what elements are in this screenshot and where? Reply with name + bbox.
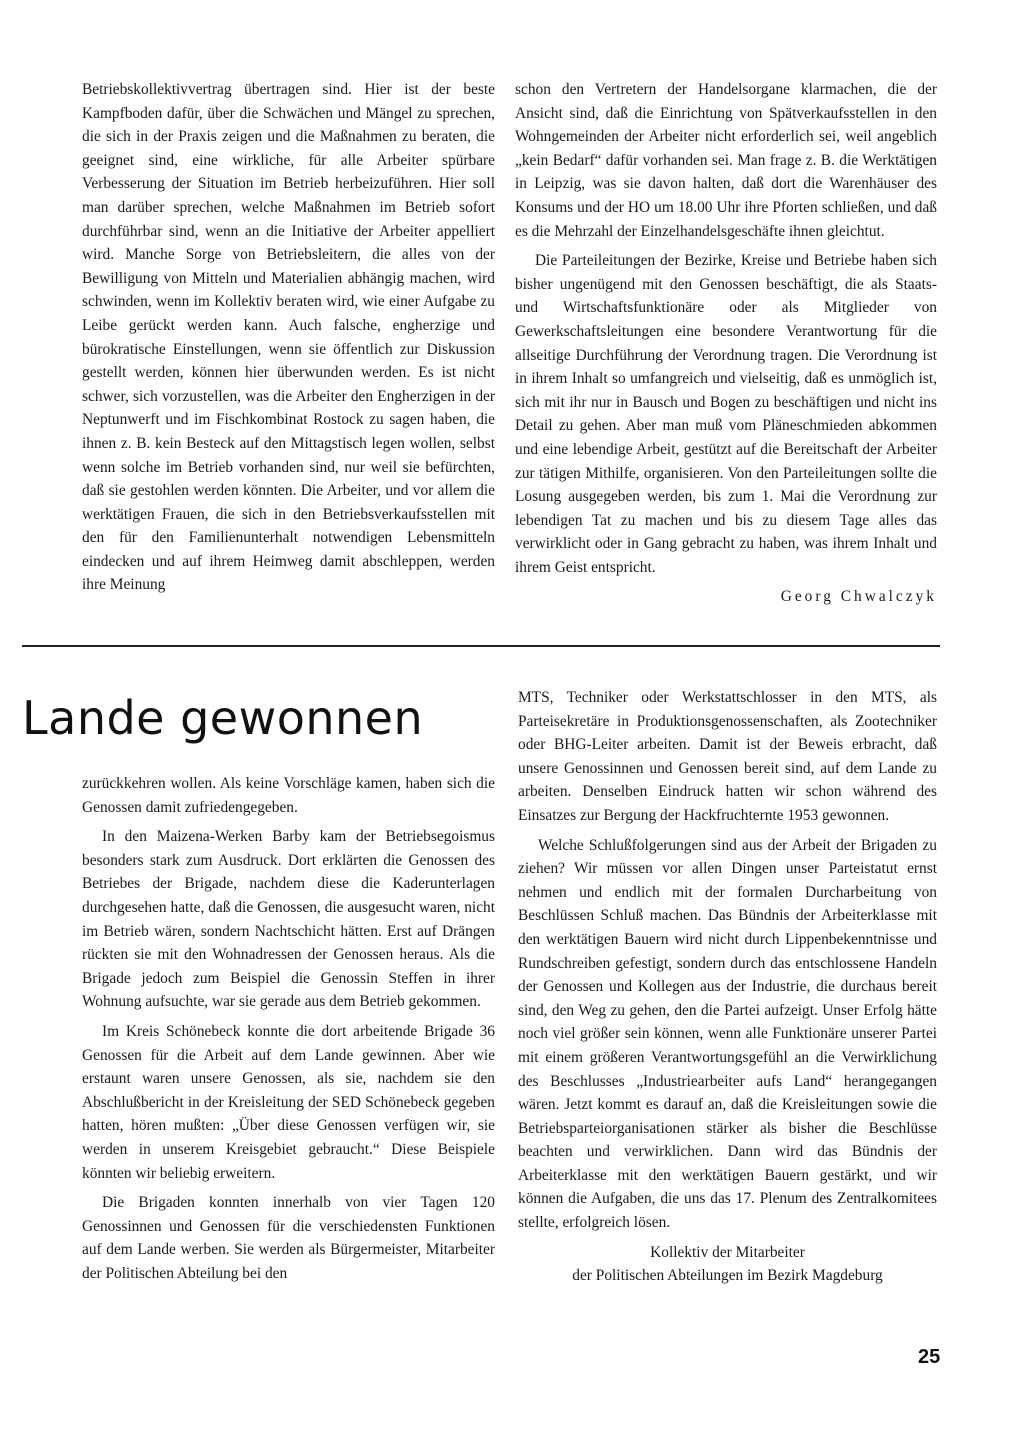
paragraph: MTS, Techniker oder Werkstattschlosser in den MTS, als Parteisekretäre in Produktionsgenossenschaften, als Zootechniker oder BHG-Leiter arbeiten. Damit ist der Beweis erbracht, daß unsere Genossinnen und Genossen bereit sind, auf dem Lande zu arbeiten. Denselben Eindruck hatten wir schon während des Einsatzes zur Bergung der Hackfruchternte 1953 gewonnen. xyxy=(518,689,937,824)
author-signature: Georg Chwalczyk xyxy=(780,588,937,606)
paragraph: Die Brigaden konnten innerhalb von vier Tagen 120 Genossinnen und Genossen für die verschiedensten Funktionen auf dem Lande werben. Sie werden als Bürgermeister, Mitarbeiter der Politischen Abteilung bei den xyxy=(82,1194,495,1282)
collective-signature-line-2: der Politischen Abteilungen im Bezirk Magdeburg xyxy=(572,1267,883,1285)
article-column-bottom-right xyxy=(518,686,937,1288)
paragraph: Im Kreis Schönebeck konnte die dort arbeitende Brigade 36 Genossen für die Arbeit auf dem Lande gewinnen. Aber wie erstaunt waren unsere Genossen, als sie, nachdem sie den Abschlußbericht in der Kreisleitung der SED Schönebeck gegeben hatten, hören mußten: „Über diese Genossen verfügen wir, sie werden in unserem Kreisgebiet gebraucht.“ Diese Beispiele könnten wir beliebig erweitern. xyxy=(82,1022,495,1182)
article-column-top-left xyxy=(82,78,495,597)
paragraph: Die Parteileitungen der Bezirke, Kreise und Betriebe haben sich bisher ungenügend mit den Genossen beschäftigt, die als Staats- und Wirtschaftsfunktionäre oder als Mitglieder von Gewerkschaftsleitungen eine besondere Verantwortung für die allseitige Durchführung der Verordnung tragen. Die Verordnung ist in ihrem Inhalt so umfangreich und vielseitig, daß es unmöglich ist, sich mit ihr nur in Bausch und Bogen zu beschäftigen und nicht ins Detail zu gehen. Aber man muß vom Pläneschmieden abkommen und eine lebendige Arbeit, gestützt auf die Bereitschaft der Arbeiter zur tätigen Mithilfe, organisieren. Von den Parteileitungen sollte die Losung ausgegeben werden, bis zum 1. Mai die Verordnung zur lebendigen Tat zu machen und bis zu diesem Tage alles das verwirklicht oder in Gang gebracht zu haben, was ihrem Inhalt und ihrem Geist entspricht. xyxy=(515,252,937,576)
article-column-bottom-left xyxy=(82,772,495,1285)
page-number: 25 xyxy=(918,1346,941,1368)
paragraph: In den Maizena-Werken Barby kam der Betriebsegoismus besonders stark zum Ausdruck. Dort erklärten die Genossen des Betriebes der Brigade, nachdem diese die Kaderunterlagen durchgesehen hatte, daß die Genossen, die ausgesucht waren, nicht im Betrieb wären, sondern Nachtschicht hätten. Erst auf Drängen rückten sie mit den Wohnadressen der Genossen heraus. Als die Brigade jedoch zum Beispiel die Genossin Steffen in ihrer Wohnung aufsuchte, war sie gerade aus dem Betrieb gekommen. xyxy=(82,828,495,1011)
article-column-top-right xyxy=(515,78,937,609)
article-headline: Lande gewonnen xyxy=(22,691,424,745)
section-divider xyxy=(22,645,940,647)
collective-signature-line-1: Kollektiv der Mitarbeiter xyxy=(650,1243,805,1261)
paragraph: schon den Vertretern der Handelsorgane klarmachen, die der Ansicht sind, daß die Einrichtung von Spätverkaufsstellen in den Wohngemeinden der Arbeiter nicht erforderlich sei, weil angeblich „kein Bedarf“ dafür vorhanden sei. Man frage z. B. die Werktätigen in Leipzig, was sie davon halten, daß dort die Warenhäuser des Konsums und der HO um 18.00 Uhr ihre Pforten schließen, und daß es die Mehrzahl der Einzelhandelsgeschäfte ihnen gleichtut. xyxy=(515,81,937,240)
paragraph: Betriebskollektivvertrag übertragen sind. Hier ist der beste Kampfboden dafür, über die Schwächen und Mängel zu sprechen, die sich in der Praxis zeigen und die Maßnahmen zu beraten, die geeignet sind, eine wirkliche, für alle Arbeiter spürbare Verbesserung der Situation im Betrieb herbeizuführen. Hier soll man darüber sprechen, welche Maßnahmen im Betrieb sofort durchführbar sind, wenn an die Initiative der Arbeiter appelliert wird. Manche Sorge von Betriebsleitern, die alles von der Bewilligung von Mitteln und Materialien abhängig machen, wird schwinden, wenn im Kollektiv beraten wird, wie einer Aufgabe zu Leibe gerückt werden kann. Auch falsche, engherzige und bürokratische Einstellungen, wenn sie öffentlich zur Diskussion gestellt werden, können hier überwunden werden. Es ist nicht schwer, sich vorzustellen, was die Arbeiter den Engherzigen in der Neptunwerft und im Fischkombinat Rostock zu sagen haben, die ihnen z. B. kein Besteck auf den Mittagstisch legen wollen, selbst wenn solche im Betrieb vorhanden sind, nur weil sie befürchten, daß sie gestohlen werden könnten. Die Arbeiter, und vor allem die werktätigen Frauen, die sich in den Betriebsverkaufsstellen mit den für den Familienunterhalt notwendigen Lebensmitteln eindecken und auf ihrem Heimweg damit abschleppen, werden ihre Meinung xyxy=(82,81,495,594)
paragraph: Welche Schlußfolgerungen sind aus der Arbeit der Brigaden zu ziehen? Wir müssen vor allen Dingen unser Parteistatut ernst nehmen und endlich mit der formalen Durcharbeitung von Beschlüssen Schluß machen. Das Bündnis der Arbeiterklasse mit den werktätigen Bauern wird nicht durch Lippenbekenntnisse und Rundschreiben gefestigt, sondern durch das entschlossene Handeln der Genossen und Kollegen aus der Industrie, die durchaus bereit sind, den Weg zu gehen, den die Partei aufzeigt. Unser Erfolg hätte noch viel größer sein können, wenn alle Funktionäre unserer Partei mit einem größeren Verantwortungsgefühl an die Verwirklichung des Beschlusses „Industriearbeiter aufs Land“ herangegangen wären. Jetzt kommt es darauf an, daß die Kreisleitungen sowie die Betriebsparteiorganisationen stärker als bisher die Beschlüsse beachten und verwirklichen. Dann wird das Bündnis der Arbeiterklasse mit den werktätigen Bauern gestärkt, und wir können die Aufgaben, die uns das 17. Plenum des Zentralkomitees stellte, erfolgreich lösen. xyxy=(518,836,937,1232)
paragraph: zurückkehren wollen. Als keine Vorschläge kamen, haben sich die Genossen damit zufriedengegeben. xyxy=(82,775,495,816)
